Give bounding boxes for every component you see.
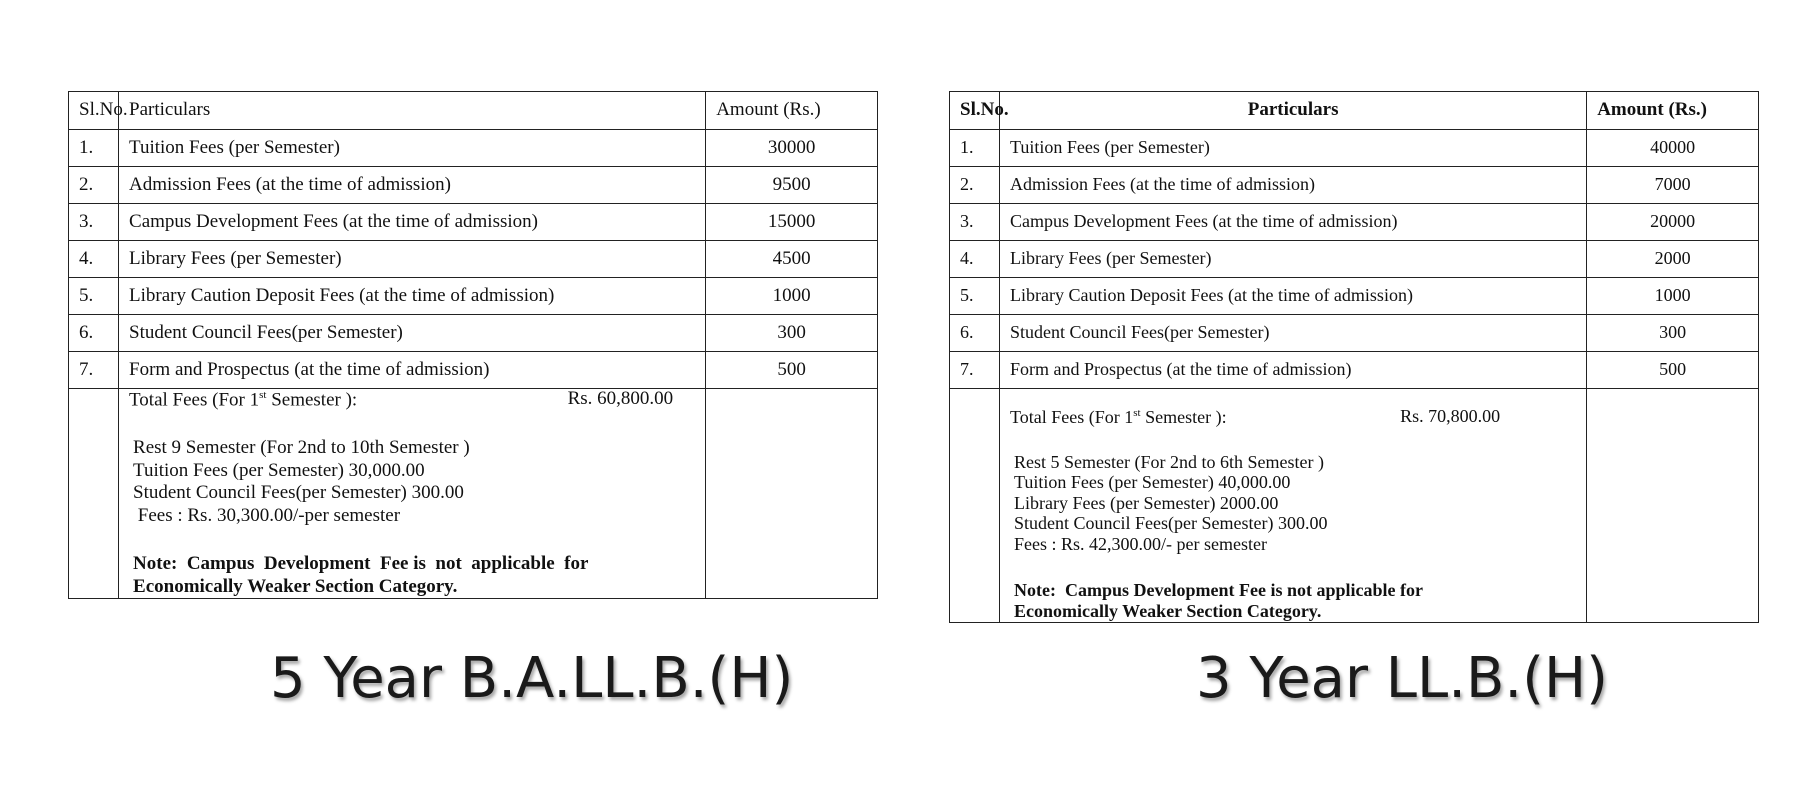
caption-ballb: 5 Year B.A.LL.B.(H) [270, 646, 794, 711]
table-row [950, 352, 1759, 389]
fee-table-ballb [68, 91, 878, 599]
row-particular: Library Fees (per Semester) [119, 241, 706, 278]
row-sl: 7. [69, 352, 119, 389]
rest-council-line: Student Council Fees(per Semester) 300.00 [133, 482, 464, 504]
caption-llb: 3 Year LL.B.(H) [1196, 646, 1609, 711]
row-sl: 1. [69, 130, 119, 167]
table-row [69, 352, 878, 389]
rest-fees-line: Fees : Rs. 42,300.00/- per semester [1014, 533, 1267, 554]
row-amount: 500 [706, 352, 878, 389]
summary-sl-cell [69, 389, 119, 599]
table-row [69, 241, 878, 278]
header-particulars: Particulars [119, 92, 706, 130]
row-particular: Admission Fees (at the time of admission) [1000, 167, 1587, 204]
row-particular: Tuition Fees (per Semester) [1000, 130, 1587, 167]
row-sl: 7. [950, 352, 1000, 389]
row-particular: Library Caution Deposit Fees (at the time of admission) [1000, 278, 1587, 315]
total-fees-amount: Rs. 60,800.00 [567, 388, 674, 409]
row-sl: 4. [69, 241, 119, 278]
header-amount: Amount (Rs.) [706, 92, 878, 130]
header-amount: Amount (Rs.) [1587, 92, 1759, 130]
row-sl: 2. [69, 167, 119, 204]
row-sl: 3. [69, 204, 119, 241]
rest-library-line: Library Fees (per Semester) 2000.00 [1014, 492, 1279, 513]
table-row [950, 130, 1759, 167]
ews-note: Note: Campus Development Fee is not applicable for Economically Weaker Section Category. [133, 553, 589, 597]
row-particular: Form and Prospectus (at the time of admission) [1000, 352, 1587, 389]
row-amount: 300 [706, 315, 878, 352]
summary-row [69, 389, 878, 599]
row-amount: 40000 [1587, 130, 1759, 167]
row-amount: 2000 [1587, 241, 1759, 278]
row-particular: Library Fees (per Semester) [1000, 241, 1587, 278]
table-row [69, 167, 878, 204]
row-particular: Library Caution Deposit Fees (at the time of admission) [119, 278, 706, 315]
row-amount: 500 [1587, 352, 1759, 389]
table-row [69, 278, 878, 315]
summary-sl-cell [950, 389, 1000, 623]
row-particular: Campus Development Fees (at the time of admission) [119, 204, 706, 241]
summary-row [950, 389, 1759, 623]
header-sl-no: Sl.No. [69, 92, 119, 130]
row-sl: 6. [950, 315, 1000, 352]
rest-semester-line: Rest 5 Semester (For 2nd to 6th Semester ) [1014, 451, 1324, 472]
row-amount: 300 [1587, 315, 1759, 352]
table-row [950, 241, 1759, 278]
summary-cell [119, 389, 706, 599]
total-fees-label: Total Fees (For 1st Semester ): [1010, 407, 1227, 427]
row-amount: 1000 [1587, 278, 1759, 315]
total-fees-line [1010, 407, 1576, 428]
table-row [950, 167, 1759, 204]
fee-table-llb [949, 91, 1759, 623]
rest-tuition-line: Tuition Fees (per Semester) 40,000.00 [1014, 472, 1291, 493]
total-fees-amount: Rs. 70,800.00 [1400, 406, 1501, 426]
row-sl: 4. [950, 241, 1000, 278]
table-row [69, 315, 878, 352]
row-amount: 20000 [1587, 204, 1759, 241]
total-fees-label: Total Fees (For 1st Semester ): [129, 389, 358, 411]
header-particulars: Particulars [1000, 92, 1587, 130]
fee-table-ballb-panel [68, 91, 878, 599]
summary-cell [1000, 389, 1587, 623]
table-row [950, 315, 1759, 352]
row-particular: Student Council Fees(per Semester) [1000, 315, 1587, 352]
row-particular: Admission Fees (at the time of admission) [119, 167, 706, 204]
ews-note: Note: Campus Development Fee is not applicable for Economically Weaker Section Category. [1014, 580, 1423, 622]
row-amount: 9500 [706, 167, 878, 204]
row-particular: Tuition Fees (per Semester) [119, 130, 706, 167]
row-sl: 5. [69, 278, 119, 315]
table-header-row [69, 92, 878, 130]
table-row [69, 130, 878, 167]
fee-table-llb-panel [949, 91, 1759, 623]
rest-semester-line: Rest 9 Semester (For 2nd to 10th Semester ) [133, 437, 470, 459]
header-sl-no: Sl.No. [950, 92, 1000, 130]
row-amount: 1000 [706, 278, 878, 315]
table-row [950, 278, 1759, 315]
rest-council-line: Student Council Fees(per Semester) 300.00 [1014, 513, 1328, 534]
table-row [69, 204, 878, 241]
row-sl: 1. [950, 130, 1000, 167]
table-row [950, 204, 1759, 241]
row-amount: 15000 [706, 204, 878, 241]
row-sl: 2. [950, 167, 1000, 204]
row-amount: 4500 [706, 241, 878, 278]
total-fees-line [129, 389, 695, 411]
rest-tuition-line: Tuition Fees (per Semester) 30,000.00 [133, 459, 425, 481]
row-sl: 6. [69, 315, 119, 352]
row-sl: 3. [950, 204, 1000, 241]
row-amount: 30000 [706, 130, 878, 167]
rest-fees-line: Fees : Rs. 30,300.00/-per semester [133, 504, 401, 526]
summary-amount-cell [1587, 389, 1759, 623]
row-sl: 5. [950, 278, 1000, 315]
row-amount: 7000 [1587, 167, 1759, 204]
table-header-row [950, 92, 1759, 130]
summary-amount-cell [706, 389, 878, 599]
row-particular: Form and Prospectus (at the time of admission) [119, 352, 706, 389]
row-particular: Student Council Fees(per Semester) [119, 315, 706, 352]
row-particular: Campus Development Fees (at the time of admission) [1000, 204, 1587, 241]
